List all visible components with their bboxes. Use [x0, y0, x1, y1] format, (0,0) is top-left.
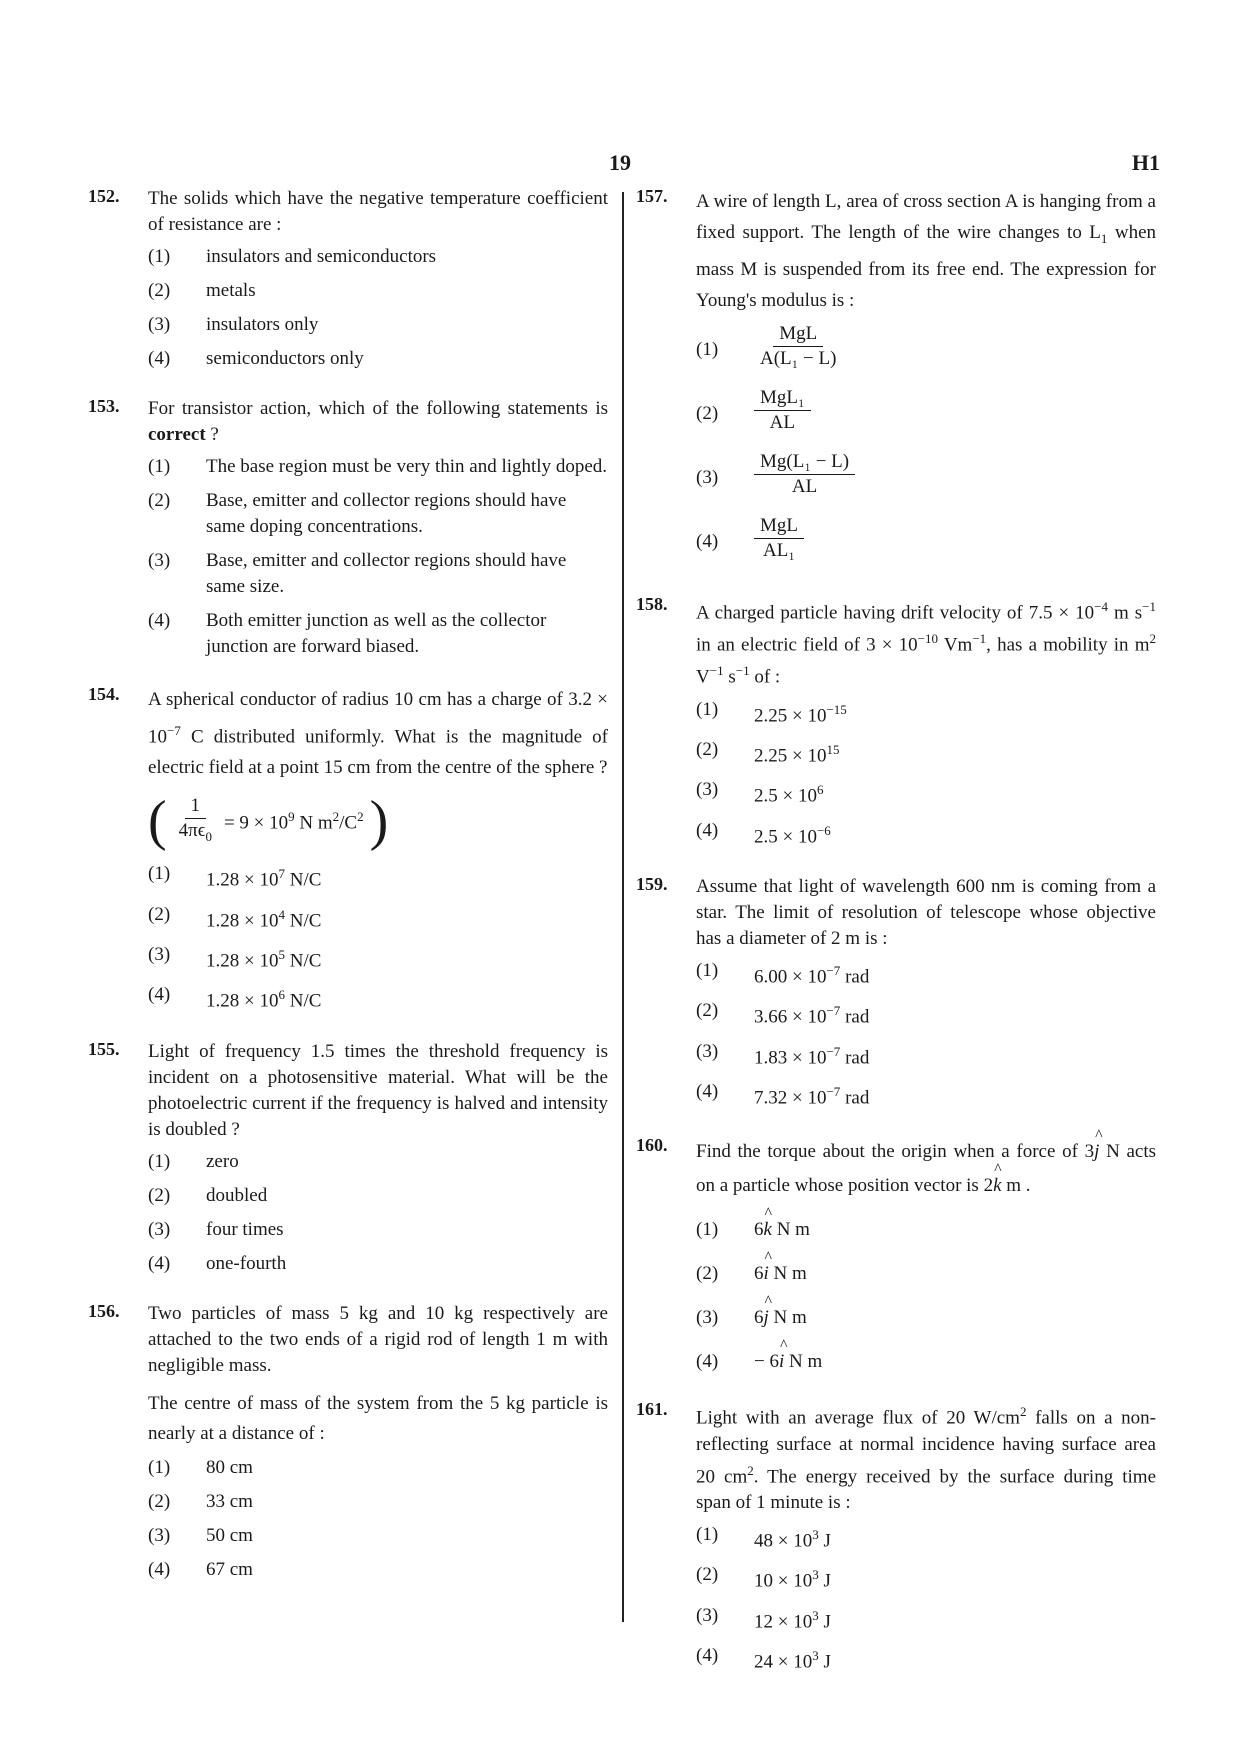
question-stem: Find the torque about the origin when a force of 3^ j N acts on a particle whose position vector is 2^ k m . — [696, 1135, 1156, 1203]
option-3: (3) $12 \times 10^3$ J — [696, 1604, 831, 1633]
question-stem: Light of frequency 1.5 times the threshold frequency is incident on a photosensitive material. What will be the photoelectric current if the frequency is halved and intensity is doubled ? — [148, 1040, 608, 1140]
option-4: (4) $\frac{\text{MgL}}{\text{AL₁}}$ — [696, 514, 1156, 570]
option-2: (2) $\frac{\text{MgL₁}}{AL}$ — [696, 386, 1156, 442]
option-2: (2) doubled — [148, 1184, 268, 1206]
option-2: (2) Base, emitter and collector regions should have same doping concentrations. — [148, 490, 567, 537]
question-stem: For transistor action, which of the following statements is correct ? — [148, 398, 608, 445]
option-1: (1) 6^ k N m — [696, 1217, 1156, 1243]
question-159 — [636, 874, 1156, 1111]
emphasis-text: correct — [148, 424, 206, 445]
question-stem: A wire of length L, area of cross section A is hanging from a fixed support. The length of the wire changes to $L_1$ when mass M is suspended from its free end. The expression for Young's modulus is : — [696, 191, 1156, 311]
question-number: 156. — [88, 1300, 120, 1321]
question-stem: The solids which have the negative temperature coefficient of resistance are : — [148, 188, 608, 235]
question-stem: A spherical conductor of radius 10 cm has a charge of $3.2 \times 10^{-7}$ C distributed uniformly. What is the magnitude of electric field at a point 15 cm from the centre of the sphere ? — [148, 689, 608, 779]
option-4: (4) − 6^ i N m — [696, 1349, 1156, 1375]
right-column — [636, 186, 1156, 1699]
option-4: (4) $1.28 \times 10^6$ N/C — [148, 984, 322, 1012]
option-2: (2) metals — [148, 280, 256, 301]
option-4: (4) 67 cm — [148, 1558, 253, 1580]
question-158 — [636, 594, 1156, 850]
question-number: 158. — [636, 593, 668, 614]
question-152 — [88, 186, 608, 372]
question-153 — [88, 396, 608, 660]
option-4: (4) $24 \times 10^3$ J — [696, 1645, 831, 1673]
option-3: (3) 50 cm — [148, 1524, 253, 1546]
option-4: (4) Both emitter junction as well as the collector junction are forward biased. — [148, 610, 547, 657]
question-stem: Two particles of mass 5 kg and 10 kg respectively are attached to the two ends of a rigid rod of length 1 m with negligible mass. — [148, 1302, 608, 1376]
option-2: (2) $2.25 \times 10^{15}$ — [696, 739, 840, 767]
option-2: (2) $1.28 \times 10^4$ N/C — [148, 903, 322, 931]
question-157 — [636, 186, 1156, 570]
question-number: 161. — [636, 1399, 668, 1420]
option-3: (3) 6^ j N m — [696, 1305, 1156, 1331]
question-number: 155. — [88, 1038, 120, 1059]
option-2: (2) 33 cm — [148, 1490, 253, 1512]
option-2: (2) 6^ i N m — [696, 1261, 1156, 1287]
option-1: (1) $1.28 \times 10^7$ N/C — [148, 863, 322, 891]
question-number: 157. — [636, 186, 668, 206]
question-161 — [636, 1399, 1156, 1675]
option-2: (2) $10 \times 10^3$ J — [696, 1564, 831, 1592]
question-stem: A charged particle having drift velocity of $7.5 \times 10^{-4}$ m $s^{-1}$ in an electric field of $3 \times 10^{-10}$ $Vm^{-1}$, has a mobility in $m^2$ $V^{-1}$ $s^{-1}$ of : — [696, 598, 1156, 688]
left-column — [88, 186, 608, 1607]
question-number: 154. — [88, 684, 120, 704]
option-4: (4) one-fourth — [148, 1252, 287, 1274]
question-160 — [636, 1135, 1156, 1375]
option-1: (1) $\frac{\text{MgL}}{\text{A(L₁ − L)}}$ — [696, 322, 837, 369]
booklet-code: H1 — [1131, 150, 1160, 175]
option-1: (1) 80 cm — [148, 1456, 253, 1478]
option-3: (3) four times — [148, 1218, 284, 1240]
option-4: (4) $7.32 \times 10^{-7}$ rad — [696, 1081, 870, 1109]
option-1: (1) $48 \times 10^3$ J — [696, 1524, 831, 1552]
option-4: (4) semiconductors only — [148, 348, 364, 369]
question-number: 160. — [636, 1135, 668, 1156]
question-number: 159. — [636, 874, 668, 895]
option-2: (2) $3.66 \times 10^{-7}$ rad — [696, 1000, 870, 1028]
question-stem: Assume that light of wavelength 600 nm is coming from a star. The limit of resolution of telescope whose objective has a diameter of 2 m is : — [696, 876, 1156, 950]
question-155 — [88, 1039, 608, 1277]
question-stem-continued: The centre of mass of the system from the 5 kg particle is nearly at a distance of : — [148, 1392, 608, 1444]
question-number: 152. — [88, 186, 120, 206]
page-number: 19 — [609, 150, 631, 175]
option-1: (1) zero — [148, 1150, 239, 1172]
option-3: (3) insulators only — [148, 314, 319, 335]
column-divider — [622, 192, 624, 1622]
option-3: (3) $1.83 \times 10^{-7}$ rad — [696, 1040, 870, 1069]
option-3: (3) $\frac{\text{Mg(L₁ − L)}}{AL}$ — [696, 450, 1156, 506]
question-number: 153. — [88, 396, 120, 416]
option-1: (1) The base region must be very thin and lightly doped. — [148, 456, 608, 477]
option-1: (1) $2.25 \times 10^{-15}$ — [696, 698, 847, 727]
option-3: (3) $1.28 \times 10^5$ N/C — [148, 943, 322, 972]
question-154 — [88, 684, 608, 1015]
option-1: (1) insulators and semiconductors — [148, 246, 437, 267]
option-4: (4) $2.5 \times 10^{-6}$ — [696, 819, 831, 848]
option-3: (3) Base, emitter and collector regions should have same size. — [148, 550, 567, 597]
option-3: (3) $2.5 \times 10^6$ — [696, 779, 824, 807]
given-constant: ( $\frac{1}{4\pi\epsilon_0}$ = $9 \times 10^9$ N $m^2/C^2$ ) — [148, 790, 389, 853]
question-156 — [88, 1301, 608, 1583]
question-stem: Light with an average flux of 20 $W/cm^2$ falls on a non-reflecting surface at normal incidence having surface area 20 $cm^2$. The energy received by the surface during time span of 1 minute is : — [696, 1404, 1157, 1514]
option-1: (1) $6.00 \times 10^{-7}$ rad — [696, 960, 870, 988]
